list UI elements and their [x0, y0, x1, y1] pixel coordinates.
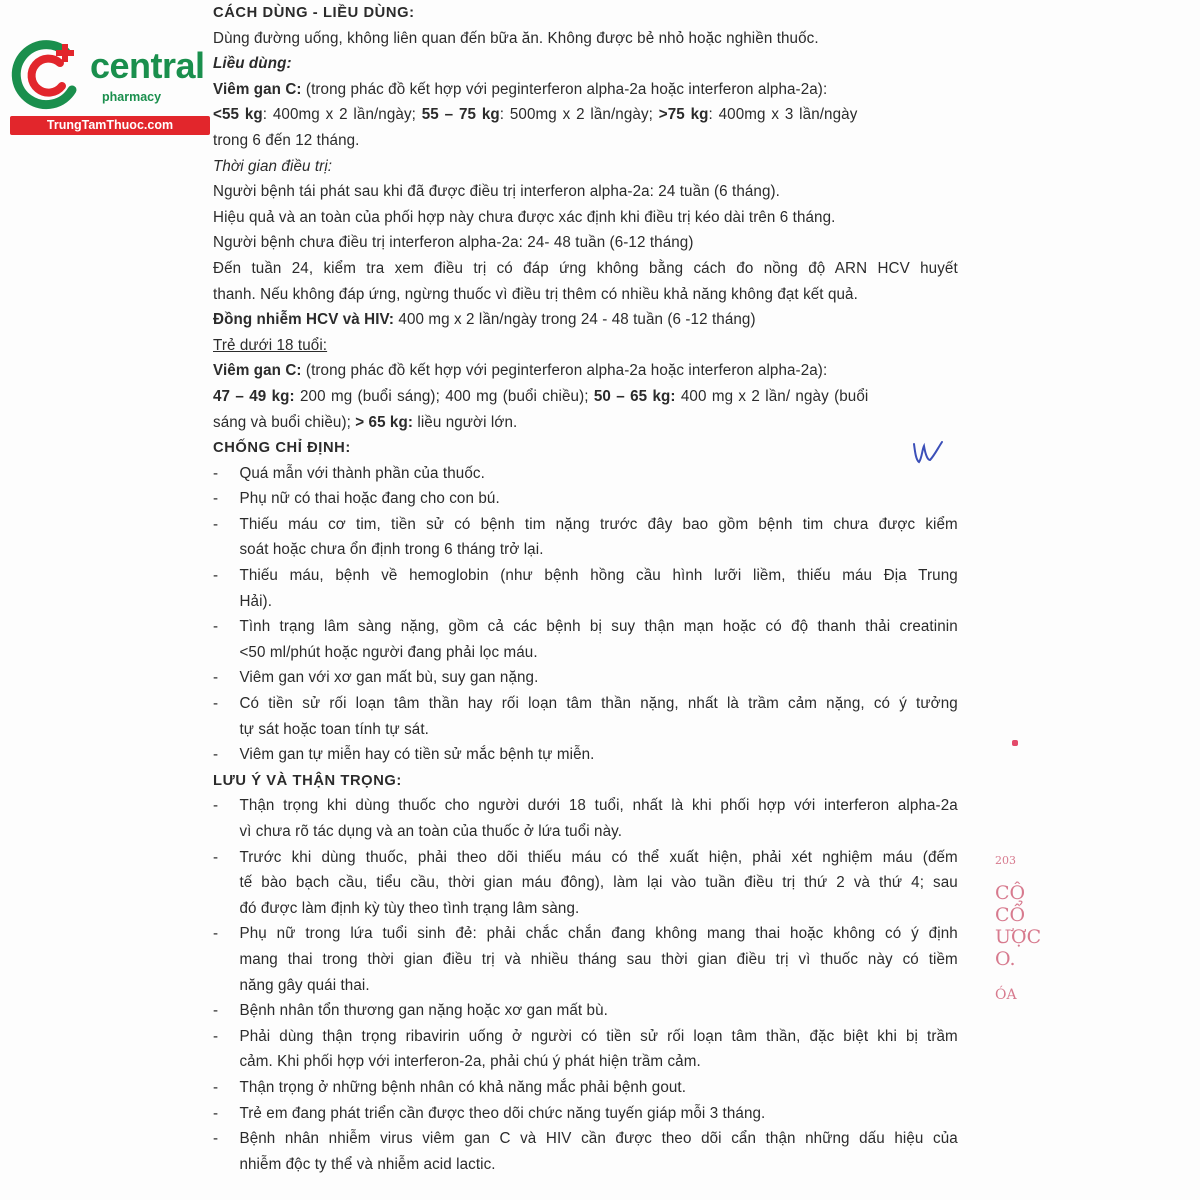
list-item-text: Bệnh nhân tổn thương gan nặng hoặc xơ gan mất bù. — [239, 1002, 608, 1020]
list-item — [213, 486, 958, 512]
stamp-fragment — [995, 850, 1041, 1006]
bullet-dash: - — [213, 1104, 219, 1122]
list-item — [213, 845, 958, 871]
list-item-text: Thiếu máu, bệnh về hemoglobin (như bệnh hồng cầu hình lưỡi liềm, thiếu máu Địa Trung — [239, 567, 958, 585]
brand-subtitle: pharmacy — [102, 90, 162, 104]
list-item-cont: <50 ml/phút hoặc người đang phải lọc máu. — [239, 643, 538, 661]
stamp-text: ÓA — [995, 987, 1017, 1003]
list-item-cont: Hải). — [239, 592, 273, 610]
list-item-text: Phụ nữ trong lứa tuổi sinh đẻ: phải chắc chắn đang không mang thai hoặc không có ý định — [239, 925, 958, 943]
bullet-dash: - — [213, 567, 219, 585]
list-item-text: Trước khi dùng thuốc, phải theo dõi thiếu máu có thể xuất hiện, phải xét nghiệm máu (đếm — [239, 848, 958, 866]
bullet-dash: - — [213, 490, 219, 508]
list-item-text: Thận trọng ở những bệnh nhân có khả năng mắc phải bệnh gout. — [239, 1078, 687, 1096]
child-dose-3: liều người lớn. — [413, 413, 518, 431]
central-pharmacy-logo-icon — [10, 38, 90, 116]
list-item — [213, 1024, 958, 1050]
week24-line-2: thanh. Nếu không đáp ứng, ngừng thuốc vì điều trị thêm có nhiều khả năng không đạt kết quả. — [213, 285, 858, 303]
list-item-text: Bệnh nhân nhiễm virus viêm gan C và HIV cần được theo dõi cẩn thận những dấu hiệu của — [239, 1130, 958, 1148]
list-item-text: Viêm gan với xơ gan mất bù, suy gan nặng. — [239, 669, 539, 687]
bullet-dash: - — [213, 1002, 219, 1020]
hep-c-label: Viêm gan C: — [213, 80, 302, 98]
list-item-text: Thiếu máu cơ tim, tiền sử có bệnh tim nặng trước đây bao gồm bệnh tim chưa được kiểm — [239, 515, 958, 533]
coinfection-text: 400 mg x 2 lần/ngày trong 24 - 48 tuần (6 -12 tháng) — [394, 311, 756, 329]
stamp-text: CỔ — [995, 904, 1026, 926]
list-item — [213, 793, 958, 819]
contraindications-heading: CHỐNG CHỈ ĐỊNH: — [213, 439, 351, 457]
list-item-cont: đó được làm định kỳ tùy theo tình trạng lâm sàng. — [239, 899, 580, 917]
child-dose-line-1 — [213, 384, 958, 410]
hep-c-line — [213, 77, 958, 103]
list-item — [213, 1101, 958, 1127]
child-dose-2: 400 mg x 2 lần/ ngày (buổi — [675, 387, 869, 405]
bullet-dash: - — [213, 746, 219, 764]
weight-band-1: <55 kg — [213, 106, 263, 124]
hep-c-text: (trong phác đồ kết hợp với peginterferon alpha-2a hoặc interferon alpha-2a): — [301, 80, 828, 98]
child-band-3: > 65 kg: — [355, 413, 414, 431]
dosage-heading: CÁCH DÙNG - LIỀU DÙNG: — [213, 4, 415, 21]
list-item — [213, 512, 958, 538]
weight-band-2: 55 – 75 kg — [421, 106, 500, 124]
list-item — [213, 614, 958, 640]
bullet-dash: - — [213, 669, 219, 687]
brand-name: central — [90, 45, 205, 86]
list-item-cont: mang thai trong thời gian điều trị và nhiều tháng sau thời gian điều trị vì thuốc này có tiềm — [239, 950, 958, 968]
bullet-dash: - — [213, 695, 219, 713]
naive-line: Người bệnh chưa điều trị interferon alpha-2a: 24- 48 tuần (6-12 tháng) — [213, 234, 694, 252]
stamp-text: CÔ — [995, 882, 1026, 904]
coinfection-line — [213, 307, 958, 333]
stamp-text: 203 — [995, 854, 1016, 867]
list-item-text: Thận trọng khi dùng thuốc cho người dưới 18 tuổi, nhất là khi phối hợp với interferon alpha-2a — [239, 797, 958, 815]
red-mark — [1012, 740, 1018, 746]
treatment-time-heading: Thời gian điều trị: — [213, 157, 333, 175]
list-item — [213, 1126, 958, 1152]
list-item — [213, 1075, 958, 1101]
list-item — [213, 563, 958, 589]
usage-line: Dùng đường uống, không liên quan đến bữa ăn. Không được bẻ nhỏ hoặc nghiền thuốc. — [213, 29, 819, 47]
list-item-text: Trẻ em đang phát triển cần được theo dõi chức năng tuyến giáp mỗi 3 tháng. — [239, 1104, 766, 1122]
list-item — [213, 665, 958, 691]
week24-line-1: Đến tuần 24, kiểm tra xem điều trị có đáp ứng không bằng cách đo nồng độ ARN HCV huyết — [213, 259, 958, 277]
hep-c-label-children: Viêm gan C: — [213, 362, 302, 380]
list-item-text: Tình trạng lâm sàng nặng, gồm cả các bệnh bị suy thận mạn hoặc có độ thanh thải creatinin — [239, 618, 958, 636]
list-item-text: Viêm gan tự miễn hay có tiền sử mắc bệnh tự miễn. — [239, 746, 595, 764]
bullet-dash: - — [213, 1078, 219, 1096]
list-item-text: Quá mẫn với thành phần của thuốc. — [239, 464, 485, 482]
list-item-cont: vì chưa rõ tác dụng và an toàn của thuốc ở lứa tuổi này. — [239, 823, 623, 840]
child-band-1: 47 – 49 kg: — [213, 387, 295, 405]
dose-heading: Liều dùng: — [213, 55, 292, 73]
stamp-text: O. — [995, 948, 1016, 970]
list-item — [213, 691, 958, 717]
list-item-cont: nhiễm độc ty thể và nhiễm acid lactic. — [239, 1155, 496, 1173]
bullet-dash: - — [213, 1130, 219, 1148]
weight-dose-3: : 400mg x 3 lần/ngày — [708, 106, 858, 124]
bullet-dash: - — [213, 464, 219, 482]
child-band-2: 50 – 65 kg: — [593, 387, 676, 405]
list-item-text: Có tiền sử rối loạn tâm thần hay rối loạn tâm thần nặng, nhất là trầm cảm nặng, có ý tưởng — [239, 695, 958, 713]
list-item-text: Phụ nữ có thai hoặc đang cho con bú. — [239, 490, 500, 508]
efficacy-line: Hiệu quả và an toàn của phối hợp này chưa được xác định khi điều trị kéo dài trên 6 tháng. — [213, 208, 836, 226]
relapse-line: Người bệnh tái phát sau khi đã được điều trị interferon alpha-2a: 24 tuần (6 tháng). — [213, 183, 780, 201]
weight-dose-2: : 500mg x 2 lần/ngày; — [499, 106, 659, 124]
bullet-dash: - — [213, 618, 219, 636]
child-dose-1: 200 mg (buổi sáng); 400 mg (buổi chiều); — [294, 387, 594, 405]
bullet-dash: - — [213, 925, 219, 943]
handwritten-initials-icon — [910, 438, 946, 468]
bullet-dash: - — [213, 848, 219, 866]
under18-heading: Trẻ dưới 18 tuổi: — [213, 336, 328, 354]
central-pharmacy-logo[interactable] — [10, 38, 210, 138]
list-item — [213, 461, 958, 487]
brand-banner[interactable]: TrungTamThuoc.com — [10, 116, 210, 135]
list-item-cont: tự sát hoặc toan tính tự sát. — [239, 720, 429, 738]
coinfection-label: Đồng nhiễm HCV và HIV: — [213, 311, 395, 329]
list-item-cont: tế bào bạch cầu, tiểu cầu, thời gian máu đông), làm lại vào tuần điều trị thứ 2 và thứ 4; sau — [239, 874, 958, 892]
list-item — [213, 998, 958, 1024]
weight-dose-line — [213, 102, 958, 128]
weight-dose-1: : 400mg x 2 lần/ngày; — [262, 106, 422, 124]
weight-band-3: >75 kg — [658, 106, 709, 124]
list-item-cont: năng gây quái thai. — [239, 976, 370, 994]
hep-c-line-children — [213, 358, 958, 384]
child-dose-2-cont: sáng và buổi chiều); — [213, 413, 356, 431]
child-dose-line-2 — [213, 410, 958, 436]
list-item-cont: soát hoặc chưa ổn định trong 6 tháng trở lại. — [239, 541, 544, 559]
duration-line: trong 6 đến 12 tháng. — [213, 131, 360, 149]
hep-c-text-children: (trong phác đồ kết hợp với peginterferon alpha-2a hoặc interferon alpha-2a): — [301, 362, 828, 380]
list-item — [213, 742, 958, 768]
package-insert-text — [213, 0, 958, 1177]
bullet-dash: - — [213, 797, 219, 815]
list-item — [213, 921, 958, 947]
stamp-text: ƯỢC — [995, 926, 1042, 948]
list-item-text: Phải dùng thận trọng ribavirin uống ở người có tiền sử rối loạn tâm thần, đặc biệt khi bị trầm — [239, 1027, 958, 1045]
list-item-cont: cảm. Khi phối hợp với interferon-2a, phải chú ý phát hiện trầm cảm. — [239, 1053, 701, 1071]
bullet-dash: - — [213, 1027, 219, 1045]
cautions-heading: LƯU Ý VÀ THẬN TRỌNG: — [213, 771, 402, 789]
bullet-dash: - — [213, 515, 219, 533]
